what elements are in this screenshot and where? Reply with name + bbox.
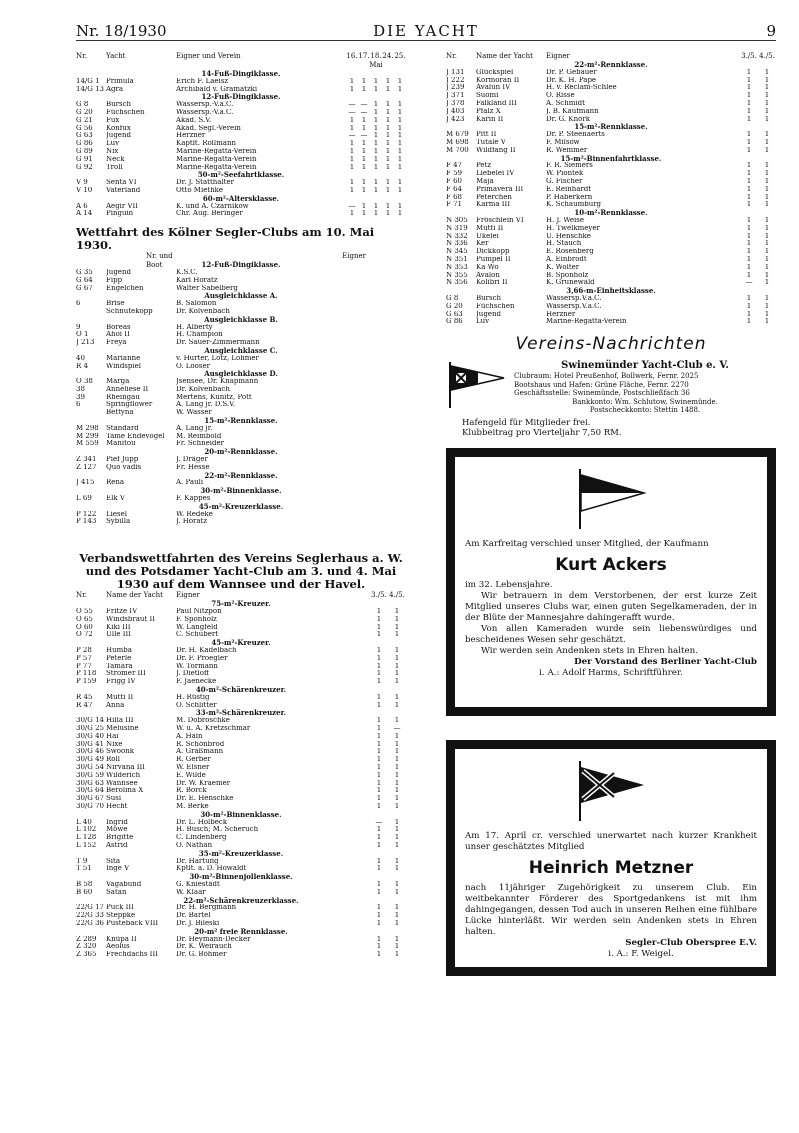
class-heading: 45-m²-Kreuzer.	[211, 639, 271, 648]
koelner-title: Wettfahrt des Kölner Segler-Clubs am 10. Mai 1930.	[76, 225, 375, 253]
issue-number: Nr. 18/1930	[76, 22, 167, 40]
table-row: 14/G 1 Primula Erich F. Laeisz 1 1 1 1 1	[76, 77, 403, 85]
table-row: P 118 Stromer III J. Dietloff 1 1	[76, 670, 400, 678]
class-heading: 3,66-m-Einheitsklasse.	[566, 287, 656, 295]
table-row: M 299 Tame Endevogel M. Reimbold	[76, 432, 222, 440]
table-row: F 68 Peterchen P. Haberkern 1 1	[446, 193, 770, 201]
class-heading: 22-m²-Rennklasse.	[204, 471, 278, 480]
class-heading: 20-m²-Rennklasse.	[204, 448, 278, 457]
table-row: 30/G 14 Hilla III M. Dobroschke 1 1	[76, 717, 400, 725]
table-row: O 55 Fritze IV Paul Nitzpon 1 1	[76, 608, 400, 616]
table-row: M 679 Pitt II Dr. P. Steenaerts 1 1	[446, 131, 770, 139]
table-row: B 60 Satan W. Klaar 1 1	[76, 888, 400, 896]
obituary-metzner: Am 17. April cr. verschied unerwartet nach kurzer Krankheit unser geschätztes Mitglied Heinrich Metzner nach 11jähriger Zugehörigkeit zu unserem Club. Ein weitbekannter Förderer des Sportgedankens ist mit ihm dahingegangen, dessen Tod auch in unseren Reihen eine fühlbare Lücke hinterläßt. Wir werden sein Andenken stets in Ehren halten. Segler-Club Oberspree E.V. i. A.: F. Weigel.	[446, 740, 776, 976]
table1-body	[76, 70, 406, 218]
table-row: 30/G 25 Melusine W. u. A. Kretzschmar 1 —	[76, 724, 401, 732]
table-row: J 423 Karin II Dr. G. Knörk 1 1	[446, 115, 770, 123]
table-row: N 351 Pumpel II A. Einbrodt 1 1	[446, 255, 770, 263]
table-row: 14/G 13 Agra Archibald v. Gramatzki 1 1 1 1 1	[76, 85, 403, 93]
right-column	[446, 52, 776, 976]
table-row: Z 320 Aeolus Dr. K. Weirauch 1 1	[76, 943, 400, 951]
table-row: G 67 Engelchen Walter Sabelberg	[76, 284, 238, 292]
table-row: G 63 Jugend Herzner 1 1	[446, 310, 770, 318]
table-row: F 71 Karma III K. Schaumburg 1 1	[446, 201, 770, 209]
table-row: 30/G 41 Nixe R. Schönbrod 1 1	[76, 740, 400, 748]
table-row: A 6 Aegir VII K. und A. Czarnikow — 1 1 1 1	[76, 202, 403, 210]
table-row: P 28 Humba Dr. H. Kadelbach 1 1	[76, 647, 400, 655]
table-row: M 698 Tutale V F. Milsow 1 1	[446, 138, 770, 146]
table-row: N 319 Mutti II H. Twelkmeyer 1 1	[446, 224, 770, 232]
class-heading: 15-m²-Binnenfahrtklasse.	[560, 154, 662, 163]
table-row: T 51 Inge V Kptlt. a. D. Howaldt 1 1	[76, 865, 400, 873]
class-heading: Ausgleichklasse A.	[204, 292, 278, 301]
class-heading: 30-m²-Binnenklasse.	[200, 810, 282, 819]
deceased-name: Kurt Ackers	[555, 554, 667, 575]
table2-body	[76, 261, 406, 526]
cross-flag-icon	[574, 759, 648, 823]
table-row: Z 127 Quo vadis Fr. Hesse	[76, 463, 210, 471]
left-column	[76, 52, 406, 959]
table-row: V 9 Senta VI Dr. J. Statthalter 1 1 1 1 1	[76, 179, 403, 187]
mai-label: Mai	[369, 61, 383, 69]
table-row: G 8 Bursch Wassersp.V.a.C. 1 1	[446, 294, 770, 302]
table4-header: Nr. Name der Yacht Eigner 3./5. 4./5.	[446, 52, 775, 60]
fee-notice: Hafengeld für Mitglieder frei. Klubbeitrag pro Vierteljahr 7,50 RM.	[462, 417, 622, 438]
table-row: T 9 Sita Dr. Hartung 1 1	[76, 857, 400, 865]
class-heading: 15-m²-Rennklasse.	[204, 417, 278, 425]
table-row: 6 Brise B. Salomon	[76, 300, 217, 308]
class-heading: 75-m²-Kreuzer.	[211, 600, 271, 609]
table-row: J 213 Freya Dr. Sauer-Zimmermann	[76, 339, 260, 347]
class-heading: 60-m²-Altersklasse.	[202, 194, 280, 203]
obituary-ackers: Am Karfreitag verschied unser Mitglied, der Kaufmann Kurt Ackers im 32. Lebensjahre. Wir betrauern in dem Verstorbenen, der erst kurze Zeit Mitglied unseres Clubs war, einen guten Segelkameraden, der in der Blüte der Mannesjahre dahingerafft wurde. Von allen Kameraden wurde sein liebenswürdiges und bescheidenes Wesen sehr geschätzt. Wir werden sein Andenken stets in Ehren halten. Der Vorstand des Berliner Yacht-Club i. A.: Adolf Harms, Schriftführer.	[446, 448, 776, 716]
table-row: J 403 Pfalz X J. B. Kaufmann 1 1	[446, 107, 770, 115]
class-heading: Ausgleichklasse C.	[204, 346, 278, 355]
table-row: J 222 Kormoran II Dr. K. H. Pape 1 1	[446, 76, 770, 84]
table-row: M 700 Wildfang II R. Wemmer 1 1	[446, 146, 770, 154]
table-row: O 60 Kiki III W. Langfeld 1 1	[76, 623, 400, 631]
table-row: N 356 Kolibri II K. Grunewald — 1	[446, 279, 770, 287]
class-heading: Ausgleichklasse D.	[204, 370, 278, 379]
class-heading: 14-Fuß-Dingiklasse.	[201, 70, 281, 78]
table-row: 40 Marianne v. Hurter, Lotz, Lohmer	[76, 354, 259, 362]
page-number: 9	[766, 22, 776, 40]
class-heading: 40-m²-Schärenkreuzer.	[195, 686, 287, 694]
table-row: 30/G 46 Swoonk A. Graßmann 1 1	[76, 748, 400, 756]
table4-body	[446, 61, 776, 326]
page-header	[76, 22, 776, 42]
table-row: L 40 Ingrid Dr. L. Holbeck — 1	[76, 818, 400, 826]
table-row: N 305 Fröschlein VI H. J. Weise 1 1	[446, 216, 770, 224]
table-row: 38 Anneliese II Dr. Kolvenbach	[76, 385, 230, 393]
table-row: F 60 Maja G. Fischer 1 1	[446, 177, 770, 185]
table-row: J 415 Rena A. Pauli	[76, 479, 204, 487]
class-heading: 15-m²-Rennklasse.	[574, 123, 648, 132]
table-row: G 86 Luv Marine-Regatta-Verein 1 1	[446, 318, 770, 326]
table-row: G 64 Fipp Karl Horatz	[76, 276, 218, 284]
table-row: 30/G 67 Susi Dr. E. Henschke 1 1	[76, 795, 400, 803]
table-row: F 47 Petz F. R. Siemers 1 1	[446, 162, 770, 170]
pennant-flag-icon	[574, 467, 648, 531]
table-row: 22/G 36 Pusteback VIII Dr. J. Bileski 1 1	[76, 919, 400, 927]
table-row: G 20 Füchschen Wassersp.V.a.C. 1 1	[446, 302, 770, 310]
table-row: 30/G 70 Hecht M. Berke 1 1	[76, 802, 400, 810]
table-row: G 20 Füchschen Wassersp.-V.a.C. — — 1 1 1	[76, 108, 403, 116]
class-heading: 12-Fuß-Dingiklasse.	[201, 93, 281, 102]
table-row: N 353 Ka Wo K. Wolter 1 1	[446, 263, 770, 271]
table-row: G 91 Neck Marine-Regatta-Verein 1 1 1 1 1	[76, 155, 403, 163]
table-row: J 239 Avalun IV H. v. Reclam-Schlee 1 1	[446, 84, 770, 92]
table-row: R 4 Windspiel O. Looser	[76, 362, 210, 370]
magazine-title: DIE YACHT	[373, 22, 479, 40]
class-heading: 20-m² freie Rennklasse.	[194, 927, 288, 936]
table-row: M 559 Manitou Fr. Schneider	[76, 440, 224, 448]
table2-header: Nr. und Boot Eigner	[146, 252, 366, 270]
table-row: A 14 Pinguin Chr. Aug. Beringer 1 1 1 1 1	[76, 210, 403, 218]
club-name: Swinemünder Yacht-Club e. V.	[561, 360, 729, 372]
table-row: O 1 Ahoi II H. Champion	[76, 331, 223, 339]
table-row: N 332 Ukelei U. Henschke 1 1	[446, 232, 770, 240]
table-row: O 65 Windsbraut II F. Sponholz 1 1	[76, 615, 400, 623]
table-row: L 102 Möwe H. Busch; M. Scheruch 1 1	[76, 826, 400, 834]
table-row: F 59 Liebelei IV W. Piontek 1 1	[446, 170, 770, 178]
table-row: Z 365 Frechdachs III Dr. G. Böhmer 1 1	[76, 951, 400, 959]
table-row: M 298 Standard A. Lang jr.	[76, 424, 213, 432]
table3-body	[76, 600, 406, 959]
table-row: 22/G 17 Puck III Dr. H. Bergmann 1 1	[76, 904, 400, 912]
table-row: B 58 Vagabund G. Kniestädt 1 1	[76, 880, 400, 888]
table-row: R 45 Mutti II H. Rüstig 1 1	[76, 693, 400, 701]
table-row: G 86 Luv Kaptlt. Rollmann 1 1 1 1 1	[76, 140, 403, 148]
verband-title: Verbandswettfahrten des Vereins Seglerhaus a. W. und des Potsdamer Yacht-Club am 3. und 4. Mai 1930 auf dem Wannsee und der Havel.	[79, 551, 403, 592]
table-row: V 10 Vaterland Otto Miethke 1 1 1 1 1	[76, 186, 403, 194]
table-row: L 128 Brigitte C. Lindenberg 1 1	[76, 834, 400, 842]
table-row: Z 289 Knüpa II Dr. Heymann-Decker 1 1	[76, 935, 400, 943]
table-row: 30/G 49 Roll R. Gerber 1 1	[76, 756, 400, 764]
table-row: G 92 Troll Marine-Regatta-Verein 1 1 1 1 1	[76, 163, 403, 171]
table-row: 30/G 54 Nirvana III W. Elsner 1 1	[76, 763, 400, 771]
table-row: G 63 Jugend Herzner — — 1 1 1	[76, 132, 403, 140]
table-row: J 378 Falkland III A. Schmidt 1 1	[446, 99, 770, 107]
table-row: 30/G 64 Berolina X R. Borck 1 1	[76, 787, 400, 795]
table1-header: Nr. Yacht Eigner und Verein 16. 17. 18. 24. 25.	[76, 52, 406, 60]
table-row: 30/G 40 Hai A. Hain 1 1	[76, 732, 400, 740]
table-row: G 56 Konfux Akad. Segl.-Verein 1 1 1 1 1	[76, 124, 403, 132]
table-row: 22/G 33 Steppke Dr. Bartel 1 1	[76, 912, 400, 920]
table3-header: Nr. Name der Yacht Eigner 3./5. 4./5.	[76, 591, 405, 600]
table-row: Bettyna W. Wasser	[106, 409, 212, 417]
class-heading: 12-Fuß-Dingiklasse.	[201, 261, 281, 269]
table-row: O 72 Ulle III C. Schubert 1 1	[76, 631, 400, 639]
class-heading: 45-m²-Kreuzerklasse.	[198, 502, 284, 511]
class-heading: Ausgleichklasse B.	[204, 315, 278, 324]
table-row: G 35 Jugend K.S.C.	[76, 268, 198, 276]
table-row: P 143 Sybilla J. Horatz	[76, 518, 208, 526]
vereins-nachrichten-title: Vereins-Nachrichten	[515, 334, 707, 355]
table-row: G 8 Bursch Wassersp.-V.a.C. — — 1 1 1	[76, 101, 403, 109]
table-row: P 77 Tamara W. Tormann 1 1	[76, 662, 400, 670]
table-row: Schnutekopp Dr. Kolvenbach	[106, 307, 230, 315]
table-row: Z 341 Pief Jupp J. Dräger	[76, 456, 208, 464]
table-row: N 355 Avalon B. Sponholz 1 1	[446, 271, 770, 279]
table-row: J 131 Glückspiel Dr. P. Gebauer 1 1	[446, 68, 770, 76]
class-heading: 22-m²-Schärenkreuzerklasse.	[183, 896, 299, 905]
class-heading: 30-m²-Binnenjollenklasse.	[189, 873, 293, 881]
table-row: P 122 Liesel W. Redeke	[76, 510, 213, 518]
class-heading: 30-m²-Binnenklasse.	[200, 487, 282, 496]
class-heading: 33-m²-Schärenkreuzer.	[195, 709, 287, 718]
club-burgee-icon	[446, 360, 508, 410]
table-row: G 21 Fux Akad. S.V. 1 1 1 1 1	[76, 116, 403, 124]
table-row: F 64 Primavera III E. Reinhardt 1 1	[446, 185, 770, 193]
table-row: L 152 Astrid O. Nathan 1 1	[76, 841, 400, 849]
table-row: 6 Springflower A. Lang jr. D.S.V.	[76, 401, 236, 409]
table-row: 30/G 59 Wilderich E. Wilde 1 1	[76, 771, 400, 779]
table-row: 9 Boreas H. Alberty	[76, 323, 213, 331]
table-row: J 371 Suomi O. Risse 1 1	[446, 92, 770, 100]
class-heading: 50-m²-Seefahrtklasse.	[197, 171, 285, 180]
class-heading: 10-m²-Rennklasse.	[574, 209, 648, 217]
class-heading: 35-m²-Kreuzerklasse.	[198, 849, 284, 858]
table-row: O 38 Marga Jsensee, Dr. Knapmann	[76, 378, 259, 386]
header-rule	[76, 40, 776, 41]
table-row: P 57 Peterle Dr. F. Proegler 1 1	[76, 654, 400, 662]
table-row: 30/G 63 Wannsee Dr. W. Kraemer 1 1	[76, 779, 400, 787]
table-row: N 336 Ker H. Stauch 1 1	[446, 240, 770, 248]
club-notice: Swinemünder Yacht-Club e. V. Clubraum: Hotel Preußenhof, Bollwerk, Fernr. 2025 Bootshaus und Hafen: Grüne Fläche, Fernr. 2270 Geschäftsstelle: Swinemünde, Postschließfach 36 Bankkonto: Wm. Schlutow, Swinemünde. Postscheckkonto: Stettin 1488.	[446, 360, 776, 415]
table-row: R 47 Anna O. Schlitter 1 1	[76, 701, 400, 709]
table-row: 39 Rheingau Mertens, Kunitz, Pott	[76, 393, 252, 401]
table-row: G 89 Nix Marine-Regatta-Verein 1 1 1 1 1	[76, 147, 403, 155]
table-row: N 345 Dickkopp E. Rosenberg 1 1	[446, 248, 770, 256]
table-row: L 69 Elk V F. Kappes	[76, 495, 211, 503]
deceased-name: Heinrich Metzner	[528, 857, 694, 878]
class-heading: 22-m²-Rennklasse.	[574, 61, 648, 69]
table-row: P 159 Frigg IV F. Jaenecke 1 1	[76, 678, 400, 686]
